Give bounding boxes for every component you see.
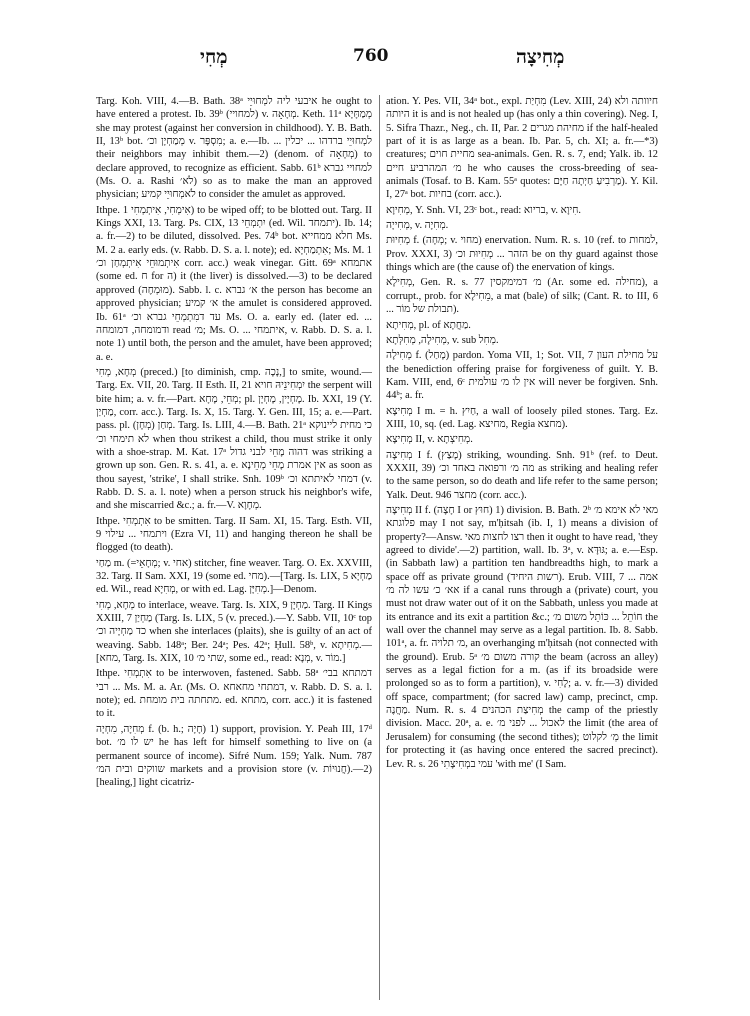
entry-text: מְחָא, מְחִי to interlace, weave. Targ. Is. XIX, 9 מַחְיָן. Targ. II Kings XXIII, 7 מַחְיַן (Targ. Is. LIX, 5 (v. preced.).—Y. Sabb. VII, 10ᶜ top כד מַחְיָיה וכ׳ when she interlaces (plaits), she is guilty of an act of weaving. Sabb. 148ᵃ; Ber. 24ᵃ; Pes. 42ᵃ; Ḥull. 58ᵇ, v. מְחִיתָא.—[מחא, Targ. Is. XIX, 10 שתי מ׳, some ed., read: מְנָא, v. מוֹר.] [96,599,372,665]
entry-text: מְחִיצָא I m. = h. חַיִץ, a wall of loosely piled stones. Targ. Ez. XIII, 10, sq. (ed. Lag. מחיצא, Regia מחצא). [386,405,658,430]
left-running-headword: מְחִי [200,46,228,68]
entry-text: מְחִיצָה I f. (מָצַץ) striking, wounding. Snh. 91ᵇ (ref. to Deut. XXXII, 39) מה מ׳ ורפואה באחד וכ׳ as striking and healing refer to the same person, so do death and life refer to the same person; Yalk. Deut. 946 מחצר (corr. acc.). [386,449,658,501]
entry-text: מְחִיצָא II, v. מְחִיצְתָא. [386,434,473,446]
page-header [0,46,750,70]
entry-text: Ithpe. אִימְחִי, אִיתְמְחִי 1) to be wiped off; to be blotted out. Targ. II Kings XXI, 13. Targ. Ps. CIX, 13 יִתְמְחֵי (ed. Wil. יתמחד). Ib. 14; a. fr.—2) to be diluted, dissolved. Pes. 74ᵇ bot. חלא ממחייא Ms. M. 2 a. early eds. (v. Rabb. D. S. a. l. note); ed. אִתְמַחְיָא; Ms. M. 1 אִיתְמוּחֵי אִיתְמְחַן וכ׳ corr. acc.) weak vinegar. Gitt. 69ᵃ אתמחא (some ed. ח for ה) it (the liver) is dissolved.—3) to be declared approved (מוּמְחֶה). Sabb. l. c. א׳ גברא the person has become an approved physician; א׳ קמיע the amulet is considered approved. Ib. 61ᵃ עד דמִתְמְחֵי גברא וכ׳ Ms. O. a. early ed. (later ed. ... ודמומחה, דמומחה read מ׳; Ms. O. ... איתמחי, v. Rabb. D. S. a. l. note 1) until both, the person and the amulet, have been approved; a. e. [96,204,372,363]
column-divider [379,95,380,1000]
page-number: 760 [353,46,389,66]
right-column [386,95,658,1000]
left-column [96,95,372,1000]
entry-text: מְחִילָה f. (מָחַל) pardon. Yoma VII, 1; Sot. VII, 7 על מחילת העון the benediction offering praise for forgiveness of guilt. Y. B. Kam. VIII, end, 6ᶜ אין לו מ׳ עולמית will never be forgiven. Snh. 44ᵇ; a. fr. [386,350,658,402]
entry-text: Ithpe. אִתְמְחִי to be interwoven, fastened. Sabb. 58ᵃ דמתחא בבי׳ רבי ... Ms. M. a. Ar. (Ms. O. דמתחי מחאחא, v. Rabb. D. S. a. l. note); ed. מתחתה בית מומחת. ed. מתחא, corr. acc.) it is fastened to it. [96,668,372,720]
entry-text: מְחִיוּת f. (מְחָה; v. מחוי) enervation. Num. R. s. 10 (ref. to למחות, Prov. XXXI, 3) הזהר ... מְחִיוּת וכ׳ be on thy guard against those things which are (the cause of) the enervation of kings. [386,235,658,274]
entry-text: מְחִיוָא, Y. Snh. VI, 23ᶜ bot., read: בריוא, v. חִיוָא. [386,204,581,216]
entry-text: מְחָא, מְחִי (preced.) [to diminish, cmp. נָכָה,] to smite, wound.—Targ. Ex. VII, 20. Targ. II Esth. II, 21 יִמְחִינֵיהּ חויא the serpent will bite him; a. v. fr.—Part. מְחֵי, מָחָא; pl. מָחְיָין, מָחְיָן. Ib. XXI, 19 (Y. מַחְיַן, corr. acc.). Targ. Is. X, 15. Targ. Y. Gen. III, 15; a. e.—Part. pass. pl. מְחַן (מְחָן). Targ. Is. LIII, 4.—B. Bath. 21ᵃ כי מחית ליינוקא לא תימחי וכ׳ when thou strikest a child, thou must strike it only with a shoe-strap. M. Kat. 17ᵃ דהוה מָחֵי לבני גדול was striking a grown up son. Gen. R. s. 41, a. e. אין אמרת מָחֵי מְחֵינָא as soon as thou sayest, 'strike', I shall strike. Snh. 109ᵇ דמחי לאיתתא וכ׳ (v. Rabb. D. S. a. l. note) when a person struck his neighbor's wife, and she miscarried &c.; a. fr.—V. מְחָוָא. [96,366,372,512]
entry-text: מַחַי m. (=מְחָאֵי; v. אחי) stitcher, fine weaver. Targ. O. Ex. XXVIII, 32. Targ. II Sam. XXI, 19 (some ed. מחי).—[Targ. Is. LIX, 5 מַחְיָא ed. Wil., read מְחִיָא, or with ed. Lag. מְחִיָּן.]—Denom. [96,557,372,596]
entry-text: מְחִילָא, Gen. R. s. 77 מ׳ דמימקסין (Ar. some ed. מחילה), a corrupt., prob. for מֵחִילָא, a mat (bale) of silk; (Cant. R. to III, 6 ... תבולת של מוֹר). [386,277,658,316]
entry-text: Targ. Koh. VIII, 4.—B. Bath. 38ᵃ איבעי ליה למְחוּיֵי he ought to have entered a protest. Ib. 39ᵇ (למחויי) v. מְחָאָה. Keth. 11ᵃ מְמַחָּיָא she may protest (against her conversion in childhood). Y. B. Bath. II, 13ᵇ bot. מְמַחְיָן וכ׳ v. מִסְפָּר; a. e.—Ib. ... למְחוּיֵי ברדהו ... יכלין their neighbors may inhibit them.—2) (denom. of מְחָאָה) to declare approved, to recognize as efficient. Sabb. 61ᵇ למחויי גברא (Ms. O. a. Rashi לֹא׳) so as to make the man an approved physician; לֹאמְחוּיֵי קמיע to consider the amulet as approved. [96,96,372,201]
entry-text: ation. Y. Pes. VII, 34ᵃ bot., expl. מִחְיַת (Lev. XIII, 24) חיוותה ולא היותה it is and is not healed up (has only a thin covering). Neg. I, 5. Sifra Thazr., Neg., ch. II, Par. 2 מחיהת מגרים if the half-healed part of it is as large as a bean. Ib. Par. 5, ch. XI; a. fr.—*3) creatures; מחיית חוים sea-animals. Gen. R. s. 7, end; Yalk. ib. 12 מ׳ המהרביע חיים he who causes the cross-breeding of sea-animals (Tosaf. to B. Kam. 55ᵃ quotes: מַרְבִיעַ חַיְתָה חַיָּם). Y. Kil. I, 27ᵃ bot. בחיות (corr. acc.). [386,96,658,201]
entry-text: מְחִילָה, מְחִלְּתָא, v. sub מְחִל. [386,334,499,346]
right-running-headword: מְחִיצָה [516,46,565,68]
entry-text: מְחִיתָא, pl. of מַחֲתָא. [386,319,471,331]
entry-text: מְחִיָה, מִחְיָה f. (b. h.; חָיָה) 1) support, provision. Y. Peah III, 17ᵈ bot. יש לו מ׳ he has left for himself something to live on (a permanent source of income). Sifré Num. 159; Yalk. Num. 787 שווקים ובית המ׳ markets and a provision store (v. חֲנוּיוֹת).—2) [healing,] light cicatriz- [96,723,372,789]
entry-text: מְחִיצָה II f. (חָצָה I or חוּץ) 1) division. B. Bath. 2ᵇ מאי לא אימא מ׳ פלוגתא may I not say, m'ḥitsah (ib. I, 1) means a division of property?—Answ. רצו לחצות מאי then it ought to have read, 'they agreed to divide'.—2) partition, wall. Ib. 3ᵃ, v. גּוּדָּא; a. e.—Esp. (in Sabbath law) a partition ten handbreadths high, to mark a space off as private ground (רשות היחיד). Erub. VIII, 7 אמה ... אא׳ כ׳ עשו לה מ׳ if a canal runs through a (private) court, you must not draw water out of it on the Sabbath, unless you made at its entrance and its exit a partition &c.; חוֹתֵל ... כּוֹתֵל משום מ׳ the wall over the channel may serve as a legal partition. Ib. 8. Sabb. 101ᵃ, a. fr. מ׳ תלויה, an overhanging m'ḥitsah (not connected with the ground). Erub. 5ᵃ קורה משום מ׳ the beam (across an alley) serves as a legal fiction for a m. (as if its broadside were prolonged so as to form a partition), v. לֶחִי; a. v. fr.—3) divided off space, compartment; (for sacred law) camp, precinct, cmp. מַחֲנֶה. Num. R. s. 4 מְחִיצַת הכהנים the camp of the priestly division. Macc. 20ᵃ, a. e. לאכול ... לפני מ׳ the limit (the area of Jerusalem) for consuming (the second tithes); מְ׳ לקלוט the limit for protecting it (as having once entered the sacred precinct). Lev. R. s. 26 עמי במְחִיצָתִי 'with me' (I Sam. [386,504,658,770]
entry-text: Ithpe. אִתְמְחִי to be smitten. Targ. II Sam. XI, 15. Targ. Esth. VII, 9 ויתמחי ... עילוי (Ezra VI, 11) and hanging thereon he shall be flogged (to death). [96,515,372,554]
entry-text: מְחִייָה, v. מְחִיָה. [386,220,449,232]
